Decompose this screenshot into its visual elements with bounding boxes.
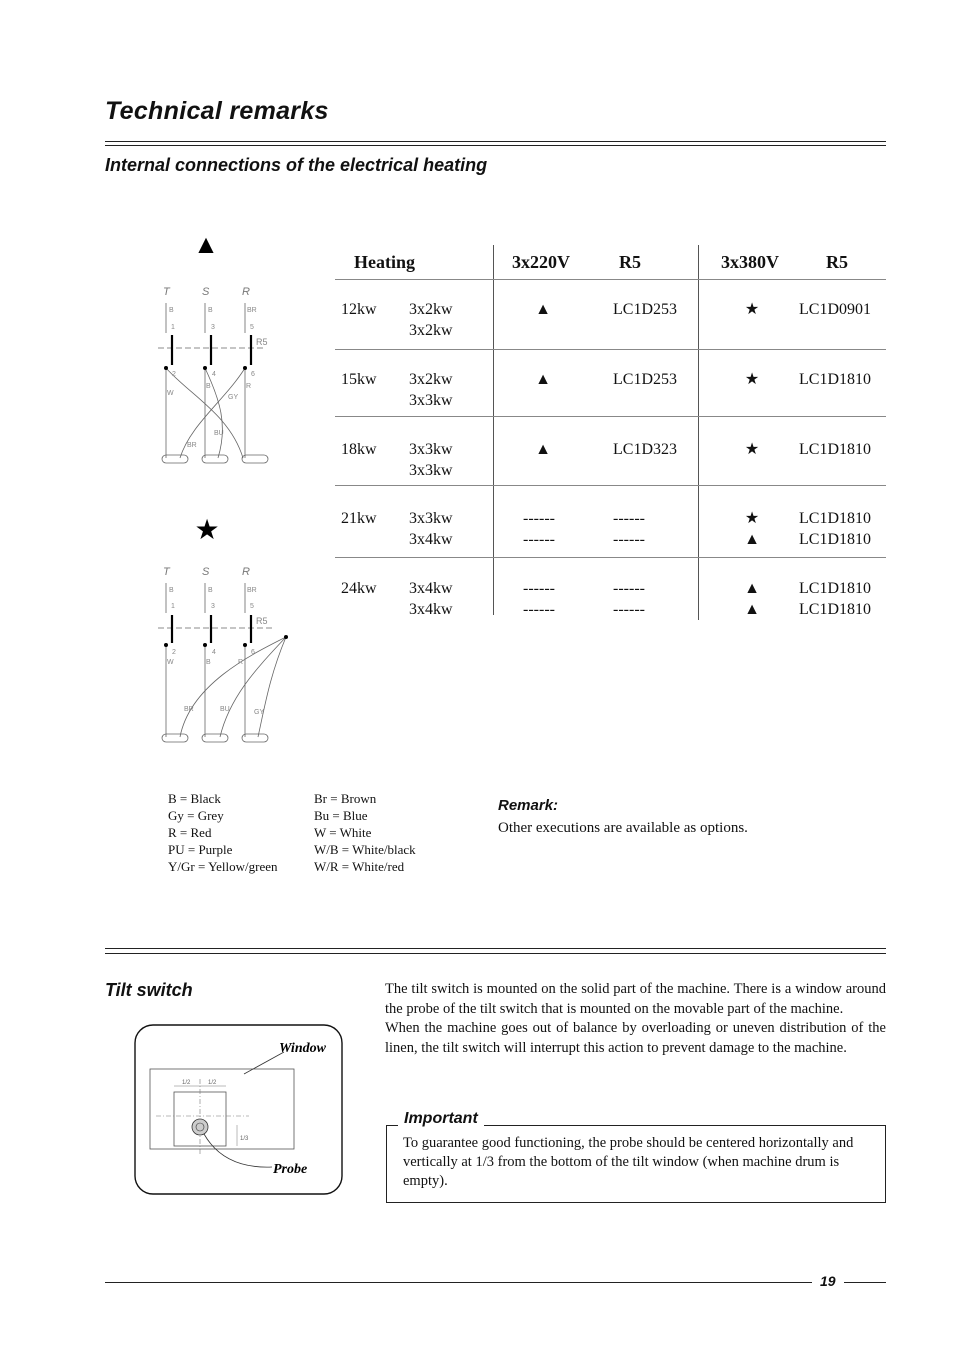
terminal-number: 1 [171,603,175,610]
star-symbol: ★ [194,514,220,545]
cell-r5-220-line: LC1D253 [613,301,677,318]
cell-heating-kw: 21kw [341,510,377,527]
cell-r5-380 [799,508,871,550]
cell-3x380v [732,299,772,320]
legend-item: PU = Purple [168,842,233,857]
wire-label: B [169,587,174,594]
terminal-number: 2 [172,649,176,656]
cell-configuration-line: 3x3kw [409,392,453,409]
table-vline-2 [698,245,699,620]
cell-r5-380-line: LC1D1810 [799,510,871,527]
cell-r5-220 [613,439,677,460]
cell-3x220v-line: ------ [523,531,555,548]
terminal-S: S [202,566,210,578]
terminal-number: 3 [211,603,215,610]
footer-line [105,1282,886,1283]
table-row-line [335,416,886,417]
delta-symbol: ▲ [193,229,219,259]
cell-3x380v-line: ★ [744,301,760,318]
cell-r5-380-line: LC1D1810 [799,441,871,458]
terminal-R: R [242,286,250,298]
dimension-label: 1/2 [182,1080,191,1086]
terminal-number: 6 [251,649,255,656]
wire-label: BU [214,430,224,437]
remark-text: Other executions are available as options. [498,820,748,836]
cell-configuration-line: 3x4kw [409,531,453,548]
wire-label: B [169,307,174,314]
title-divider-top [105,141,886,142]
legend-item: R = Red [168,825,212,840]
legend-item: W = White [314,825,372,840]
cell-r5-380 [799,369,871,390]
cell-configuration-line: 3x2kw [409,371,453,388]
wire-label: B [206,383,211,390]
window-label: Window [279,1041,326,1056]
cell-heating-kw: 15kw [341,371,377,388]
wire-label: BR [247,587,257,594]
table-row-line [335,349,886,350]
legend-item: B = Black [168,791,221,806]
legend-col-1 [168,790,278,875]
col-header-3x380v: 3x380V [721,252,779,272]
wire-label: R [246,383,252,390]
cell-r5-220 [613,369,677,390]
col-header-3x220v: 3x220V [512,252,570,272]
wire-label: B [206,659,211,666]
cell-3x380v-line: ★ [744,510,760,527]
cell-3x380v-line: ★ [744,441,760,458]
cell-r5-220-line: LC1D323 [613,441,677,458]
tilt-paragraph-1: The tilt switch is mounted on the solid part of the machine. There is a window around the probe of the tilt switch that is mounted on the movable part of the machine. [385,981,886,1017]
cell-configuration-line: 3x3kw [409,441,453,458]
cell-3x380v [732,508,772,550]
cell-r5-220 [613,508,645,550]
title-divider-bottom [105,145,886,146]
cell-3x220v-line: ▲ [535,301,551,318]
cell-3x220v [523,439,563,460]
cell-r5-380-line: LC1D1810 [799,601,871,618]
cell-r5-380-line: LC1D1810 [799,531,871,548]
section-divider-bottom [105,953,886,954]
cell-3x220v-line: ------ [523,510,555,527]
section-title-heating: Internal connections of the electrical heating [105,155,488,175]
wire-label: R [238,659,244,666]
legend-item: W/B = White/black [314,842,416,857]
cell-r5-220-line: LC1D253 [613,371,677,388]
legend-item: Bu = Blue [314,808,368,823]
wire-label: BR [184,706,194,713]
dimension-label: 1/2 [208,1080,217,1086]
cell-3x380v-line: ▲ [744,601,760,618]
cell-3x380v-line: ★ [744,371,760,388]
terminal-number: 3 [211,324,215,331]
page-number: 19 [812,1273,844,1289]
cell-r5-220-line: ------ [613,531,645,548]
cell-configuration-line: 3x4kw [409,601,453,618]
cell-r5-380-line: LC1D1810 [799,580,871,597]
cell-configuration [409,369,453,411]
terminal-number: 4 [212,371,216,378]
col-header-r5-380: R5 [826,252,848,272]
wire-label: BU [220,706,230,713]
cell-3x220v-line: ▲ [535,371,551,388]
terminal-number: 5 [250,603,254,610]
important-title: Important [398,1110,484,1128]
cell-3x220v [523,578,555,620]
cell-r5-220-line: ------ [613,510,645,527]
tilt-paragraph-2: When the machine goes out of balance by overloading or uneven distribution of the linen, the tilt switch will interrupt this action to prevent damage to the machine. [385,1020,886,1056]
cell-3x380v-line: ▲ [744,580,760,597]
cell-3x220v-line: ------ [523,601,555,618]
wire-label: W [167,659,174,666]
wire-label: BR [187,442,197,449]
cell-r5-220-line: ------ [613,601,645,618]
tilt-switch-title: Tilt switch [105,980,193,1000]
legend-col-2 [314,790,416,875]
cell-r5-380 [799,299,871,320]
important-text: To guarantee good functioning, the probe should be centered horizontally and vertically at 1/3 from the bottom of the tilt window (when machine drum is empty). [403,1135,854,1189]
terminal-T: T [163,286,170,298]
cell-r5-220 [613,299,677,320]
terminal-number: 4 [212,649,216,656]
cell-3x380v [732,369,772,390]
remark-title: Remark: [498,797,559,814]
table-header-line [335,279,886,280]
terminal-number: 2 [172,371,176,378]
cell-3x220v [523,369,563,390]
cell-configuration [409,299,453,341]
wire-label: B [208,587,213,594]
col-header-r5-220: R5 [619,252,641,272]
cell-configuration [409,439,453,481]
relay-label: R5 [256,616,268,626]
tilt-switch-text [385,980,886,1058]
section-divider-top [105,948,886,949]
cell-3x380v [732,578,772,620]
col-header-heating: Heating [354,252,415,272]
cell-configuration [409,578,453,620]
tilt-switch-diagram [134,1024,344,1196]
terminal-T: T [163,566,170,578]
table-row-line [335,485,886,486]
cell-configuration-line: 3x2kw [409,301,453,318]
wire-label: GY [254,709,265,716]
cell-3x220v-line: ------ [523,580,555,597]
cell-3x220v [523,508,555,550]
relay-label: R5 [256,337,268,347]
wire-label: GY [228,394,239,401]
dimension-label: 1/3 [240,1136,249,1142]
cell-r5-380 [799,439,871,460]
terminal-number: 1 [171,324,175,331]
cell-r5-380-line: LC1D0901 [799,301,871,318]
cell-heating-kw: 18kw [341,441,377,458]
cell-3x380v [732,439,772,460]
cell-r5-220-line: ------ [613,580,645,597]
legend-item: W/R = White/red [314,859,405,874]
cell-3x220v-line: ▲ [535,441,551,458]
legend-item: Y/Gr = Yellow/green [168,859,278,874]
table-row-line [335,557,886,558]
cell-r5-220 [613,578,645,620]
cell-heating-kw: 12kw [341,301,377,318]
legend-item: Gy = Grey [168,808,224,823]
wiring-diagrams [150,225,320,755]
cell-configuration-line: 3x2kw [409,322,453,339]
cell-3x380v-line: ▲ [744,531,760,548]
legend-item: Br = Brown [314,791,377,806]
cell-configuration-line: 3x4kw [409,580,453,597]
terminal-R: R [242,566,250,578]
cell-configuration-line: 3x3kw [409,510,453,527]
cell-r5-380-line: LC1D1810 [799,371,871,388]
cell-configuration [409,508,453,550]
cell-configuration-line: 3x3kw [409,462,453,479]
cell-r5-380 [799,578,871,620]
terminal-S: S [202,286,210,298]
wire-label: BR [247,307,257,314]
wire-label: W [167,390,174,397]
page-title: Technical remarks [105,97,329,125]
wire-label: B [208,307,213,314]
terminal-number: 5 [250,324,254,331]
probe-label: Probe [273,1162,308,1177]
cell-heating-kw: 24kw [341,580,377,597]
table-vline-1 [493,245,494,615]
terminal-number: 6 [251,371,255,378]
cell-3x220v [523,299,563,320]
